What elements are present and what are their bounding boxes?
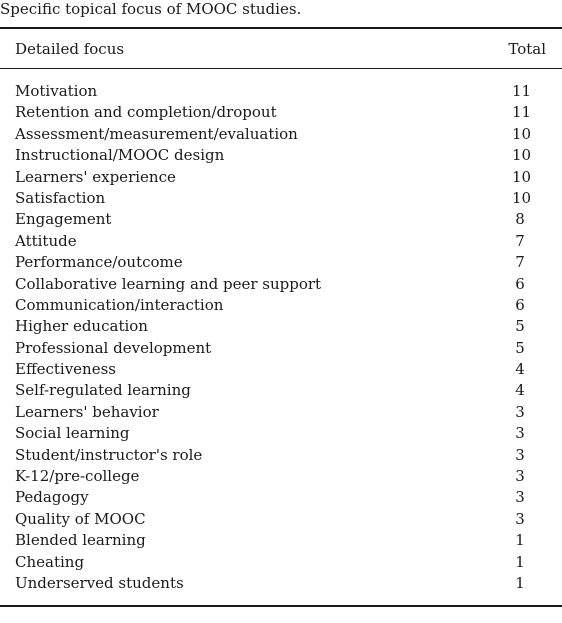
cell-total: 10 [512,124,532,143]
cell-total: 3 [515,402,525,421]
table-row [0,402,562,423]
cell-focus: Pedagogy [15,488,89,507]
cell-focus: Communication/interaction [15,295,224,314]
cell-focus: Blended learning [15,531,146,550]
cell-focus: Social learning [15,424,130,443]
column-header-total: Total [508,40,546,58]
cell-total: 3 [515,424,525,443]
cell-focus: Cheating [15,552,85,571]
cell-total: 4 [515,360,525,379]
table-row [0,423,562,444]
cell-total: 3 [515,445,525,464]
table-header [0,39,562,59]
table-row [0,445,562,466]
table-caption: Specific topical focus of MOOC studies. [0,0,302,18]
cell-total: 10 [512,188,532,207]
table-row [0,167,562,188]
cell-total: 1 [515,552,525,571]
table-row [0,81,562,102]
cell-total: 3 [515,467,525,486]
cell-focus: Retention and completion/dropout [15,103,277,122]
cell-total: 6 [515,295,525,314]
cell-focus: Learners' experience [15,167,176,186]
table-row [0,188,562,209]
cell-focus: Quality of MOOC [15,509,146,528]
table-row [0,102,562,123]
cell-focus: Self-regulated learning [15,381,191,400]
table-body [0,81,562,594]
cell-focus: Assessment/measurement/evaluation [15,124,298,143]
table-row [0,466,562,487]
cell-focus: Attitude [15,231,77,250]
table-row [0,124,562,145]
table-row [0,252,562,273]
cell-total: 1 [515,573,525,592]
table-header-rule [0,68,562,69]
table-row [0,231,562,252]
table-top-rule [0,27,562,29]
cell-focus: K-12/pre-college [15,467,140,486]
cell-focus: Professional development [15,338,212,357]
cell-total: 3 [515,509,525,528]
cell-total: 11 [512,82,532,100]
table-row [0,573,562,594]
cell-total: 7 [515,253,525,272]
cell-total: 3 [515,488,525,507]
cell-focus: Performance/outcome [15,253,183,272]
table-row [0,316,562,337]
cell-total: 8 [515,210,525,229]
table-row [0,380,562,401]
cell-total: 5 [515,317,525,336]
cell-focus: Student/instructor's role [15,445,203,464]
cell-total: 1 [515,531,525,550]
cell-focus: Instructional/MOOC design [15,146,225,165]
table-row [0,552,562,573]
table-row [0,274,562,295]
table-row [0,338,562,359]
table-bottom-rule [0,605,562,607]
table-row [0,359,562,380]
cell-total: 6 [515,274,525,293]
cell-total: 4 [515,381,525,400]
cell-focus: Motivation [15,82,98,100]
cell-total: 10 [512,146,532,165]
table-row [0,209,562,230]
table-row [0,509,562,530]
cell-focus: Collaborative learning and peer support [15,274,322,293]
column-header-focus: Detailed focus [15,40,125,58]
table-row [0,530,562,551]
table-row [0,145,562,166]
table-row [0,487,562,508]
cell-total: 11 [512,103,532,122]
cell-focus: Learners' behavior [15,402,159,421]
table-row [0,295,562,316]
cell-focus: Underserved students [15,573,184,592]
cell-focus: Effectiveness [15,360,116,379]
cell-total: 10 [512,167,532,186]
cell-total: 7 [515,231,525,250]
cell-focus: Engagement [15,210,112,229]
cell-total: 5 [515,338,525,357]
cell-focus: Higher education [15,317,148,336]
cell-focus: Satisfaction [15,188,106,207]
